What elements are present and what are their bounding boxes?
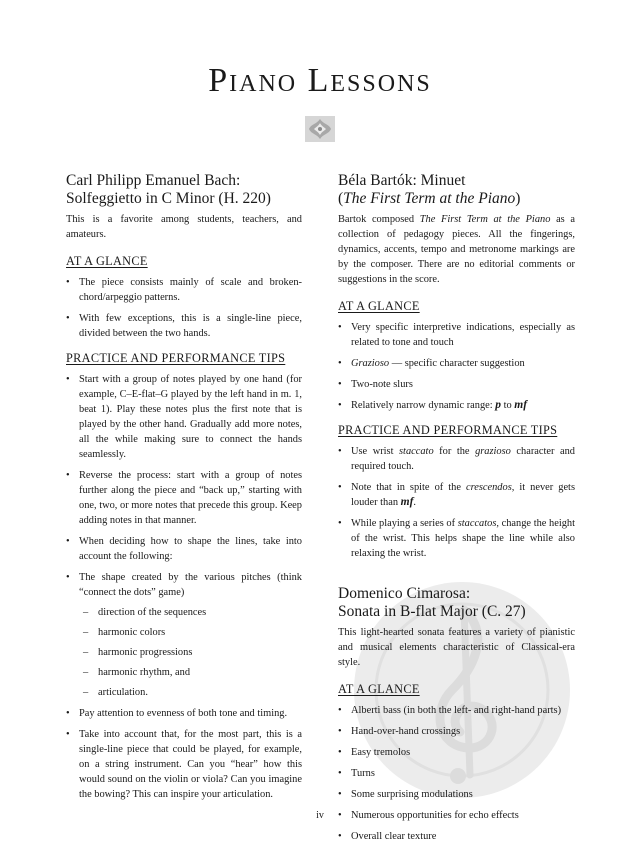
list-item: • With few exceptions, this is a single-line piece, divided between the two hands. — [66, 311, 302, 341]
fleuron-icon — [303, 114, 337, 144]
list-item — [338, 480, 575, 510]
list-item: • Reverse the process: start with a group of notes further along the piece and “back up,” starting with one, two, or more notes that precede this group. Keep adding notes in that manner. — [66, 468, 302, 528]
piece-title-cimarosa — [338, 585, 575, 621]
list-item: • Pay attention to evenness of both tone and timing. — [66, 706, 302, 721]
sub-list-item: – direction of the sequences — [79, 605, 302, 620]
piece-title-line — [338, 190, 575, 208]
piece-intro: This light-hearted sonata features a variety of pianistic and musical elements characteristic of Classical-era style. — [338, 627, 575, 668]
page-title: Piano Lessons — [208, 62, 432, 99]
section-heading-at-a-glance: AT A GLANCE — [338, 299, 420, 313]
italic-text: Grazioso — [351, 358, 390, 369]
piece-subtitle: The First Term at the Piano — [343, 190, 516, 207]
text: to — [501, 400, 515, 411]
piece-intro: This is a favorite among students, teachers, and amateurs. — [66, 214, 302, 240]
italic-text: staccato — [399, 446, 434, 457]
text: . — [413, 497, 417, 508]
list-item — [338, 398, 575, 413]
bullet-list — [338, 320, 575, 413]
text: — specific character suggestion — [389, 358, 525, 369]
piece-title-bach — [66, 172, 302, 208]
italic-text: grazioso — [475, 446, 511, 457]
bullet-list — [66, 372, 302, 802]
list-item: • Easy tremolos — [338, 745, 575, 760]
bullet-list — [66, 275, 302, 341]
list-item: • Take into account that, for the most part, this is a single-line piece that could be played, for example, on a string instrument. Can you “hear” how this would sound on the violin or viola? Can you imagine the bowing? This can inspire your articulation. — [66, 727, 302, 802]
sub-list-item: – articulation. — [79, 685, 302, 700]
dynamic-marking: p — [495, 399, 502, 411]
list-item: • Numerous opportunities for echo effects — [338, 808, 575, 823]
piece-intro — [338, 212, 575, 287]
list-item: • The piece consists mainly of scale and broken-chord/arpeggio patterns. — [66, 275, 302, 305]
sub-list-item: – harmonic colors — [79, 625, 302, 640]
italic-text: crescendos, — [465, 482, 515, 493]
list-item: • Start with a group of notes played by one hand (for example, C–E-flat–G played by the left hand in m. 1, beat 1). Play these notes plus the first note that is played by the other hand. Gradually add more notes, all the while making sure to connect the hands seamlessly. — [66, 372, 302, 462]
list-item: • Overall clear texture — [338, 829, 575, 844]
list-item: • When deciding how to shape the lines, take into account the following: — [66, 534, 302, 564]
list-item: • Alberti bass (in both the left- and right-hand parts) — [338, 703, 575, 718]
page-number: iv — [316, 810, 324, 821]
piece-title-line: Sonata in B-flat Major (C. 27) — [338, 603, 526, 620]
spacer — [338, 571, 575, 585]
paren: ) — [515, 190, 521, 207]
text: change the height of the wrist. This helps shape the line while also relaxing the wrist. — [351, 518, 575, 559]
section-heading-practice-tips: PRACTICE AND PERFORMANCE TIPS — [66, 351, 286, 365]
sub-list-item: – harmonic progressions — [79, 645, 302, 660]
paren: ( — [338, 190, 344, 207]
text: it never gets louder than — [351, 482, 575, 508]
sub-list-item: – harmonic rhythm, and — [79, 665, 302, 680]
list-item: • Very specific interpretive indications, especially as related to tone and touch — [338, 320, 575, 350]
list-item: • Hand-over-hand crossings — [338, 724, 575, 739]
right-column — [338, 172, 575, 854]
italic-text: staccatos, — [457, 518, 499, 529]
section-heading-at-a-glance: AT A GLANCE — [66, 254, 148, 268]
dynamic-marking: mf — [400, 496, 414, 508]
sub-list — [79, 605, 302, 700]
dynamic-marking: mf — [514, 399, 528, 411]
piece-title-line: Carl Philipp Emanuel Bach: — [66, 172, 241, 189]
piece-title-line: Béla Bartók: Minuet — [338, 172, 466, 189]
piece-title-bartok — [338, 172, 575, 208]
text: Note that in spite of the — [351, 482, 466, 493]
section-heading-practice-tips: PRACTICE AND PERFORMANCE TIPS — [338, 423, 558, 437]
list-item — [338, 444, 575, 474]
list-item — [338, 356, 575, 371]
list-item — [338, 516, 575, 561]
text: Bartok composed — [338, 214, 420, 225]
section-heading-at-a-glance: AT A GLANCE — [338, 682, 420, 696]
left-column — [66, 172, 302, 812]
text: for the — [433, 446, 476, 457]
piece-title-line: Domenico Cimarosa: — [338, 585, 471, 602]
list-item-text: The shape created by the various pitches (think “connect the dots” game) — [79, 572, 302, 598]
piece-title-line: Solfeggietto in C Minor (H. 220) — [66, 190, 271, 207]
italic-text: The First Term at the Piano — [419, 214, 551, 225]
list-item: • Turns — [338, 766, 575, 781]
text: Relatively narrow dynamic range: — [351, 400, 496, 411]
text: character and required touch. — [351, 446, 576, 472]
list-item: • Some surprising modulations — [338, 787, 575, 802]
bullet-list — [338, 444, 575, 561]
text: Use wrist — [351, 446, 400, 457]
text: While playing a series of — [351, 518, 458, 529]
list-item — [66, 570, 302, 700]
list-item: • Two-note slurs — [338, 377, 575, 392]
bullet-list — [338, 703, 575, 844]
text: as a collection of pedagogy pieces. All the fingerings, dynamics, accents, tempo and metronome markings are by the composer. There are no editorial comments or suggestions in the score. — [338, 214, 575, 285]
